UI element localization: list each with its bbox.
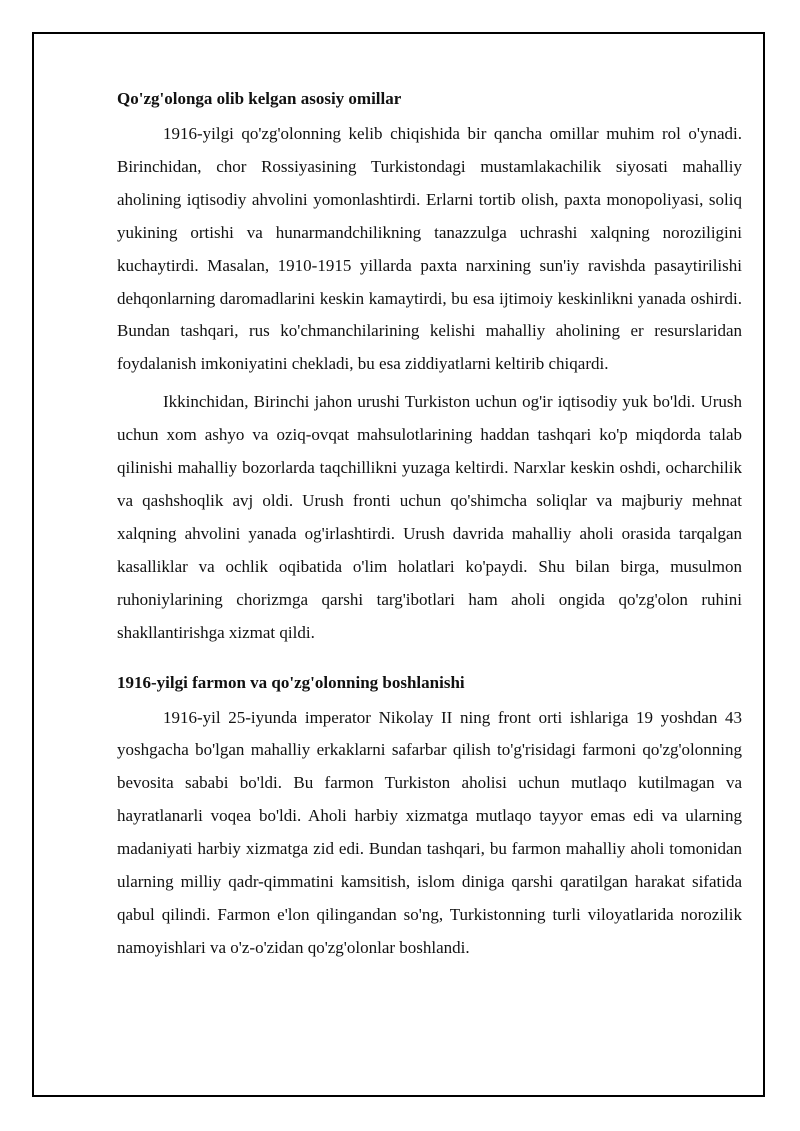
paragraph-decree-1: 1916-yil 25-iyunda imperator Nikolay II ning front orti ishlariga 19 yoshdan 43 yoshgacha bo'lgan mahalliy erkaklarni safarbar qilish to'g'risidagi farmoni qo'zg'olonning bevosita sababi bo'ldi. Bu farmon Turkiston aholisi uchun mutlaqo kutilmagan va hayratlanarli voqea bo'ldi. Aholi harbiy xizmatga mutlaqo tayyor emas edi va ularning madaniyati harbiy xizmatga zid edi. Bundan tashqari, bu farmon mahalliy aholi tomonidan ularning milliy qadr-qimmatini kamsitish, islom diniga qarshi qaratilgan harakat sifatida qabul qilindi. Farmon e'lon qilingandan so'ng, Turkistonning turli viloyatlarida norozilik namoyishlari va o'z-o'zidan qo'zg'olonlar boshlandi. — [117, 707, 742, 957]
section-heading-decree: 1916-yilgi farmon va qo'zg'olonning boshlanishi — [117, 672, 465, 692]
section-heading-causes: Qo'zg'olonga olib kelgan asosiy omillar — [117, 89, 402, 108]
document-body — [117, 86, 742, 965]
paragraph-causes-2: Ikkinchidan, Birinchi jahon urushi Turkiston uchun og'ir iqtisodiy yuk bo'ldi. Urush uchun xom ashyo va oziq-ovqat mahsulotlarining haddan tashqari ko'p miqdorda talab qilinishi mahalliy bozorlarda taqchillikni yuzaga keltirdi. Narxlar keskin oshdi, ocharchilik va qashshoqlik avj oldi. Urush fronti uchun qo'shimcha soliqlar va majburiy mehnat xalqning ahvolini yanada og'irlashtirdi. Urush davrida mahalliy aholi orasida tarqalgan kasalliklar va ochlik oqibatida o'lim holatlari ko'paydi. Shu bilan birga, musulmon ruhoniylarining chorizmga qarshi targ'ibotlari ham aholi ongida qo'zg'olon ruhini shakllantirishga xizmat qildi. — [117, 392, 742, 642]
paragraph-causes-1: 1916-yilgi qo'zg'olonning kelib chiqishida bir qancha omillar muhim rol o'ynadi. Birinchidan, chor Rossiyasining Turkistondagi mustamlakachilik siyosati mahalliy aholining iqtisodiy ahvolini yomonlashtirdi. Erlarni tortib olish, paxta monopoliyasi, soliq yukining ortishi va hunarmandchilikning tanazzulga uchrashi xalqning noroziligini kuchaytirdi. Masalan, 1910-1915 yillarda paxta narxining sun'iy ravishda pasaytirilishi dehqonlarning daromadlarini keskin kamaytirdi, bu esa ijtimoiy keskinlikni yanada oshirdi. Bundan tashqari, rus ko'chmanchilarining kelishi mahalliy aholining er resurslaridan foydalanish imkoniyatini chekladi, bu esa ziddiyatlarni keltirib chiqardi. — [117, 124, 742, 374]
